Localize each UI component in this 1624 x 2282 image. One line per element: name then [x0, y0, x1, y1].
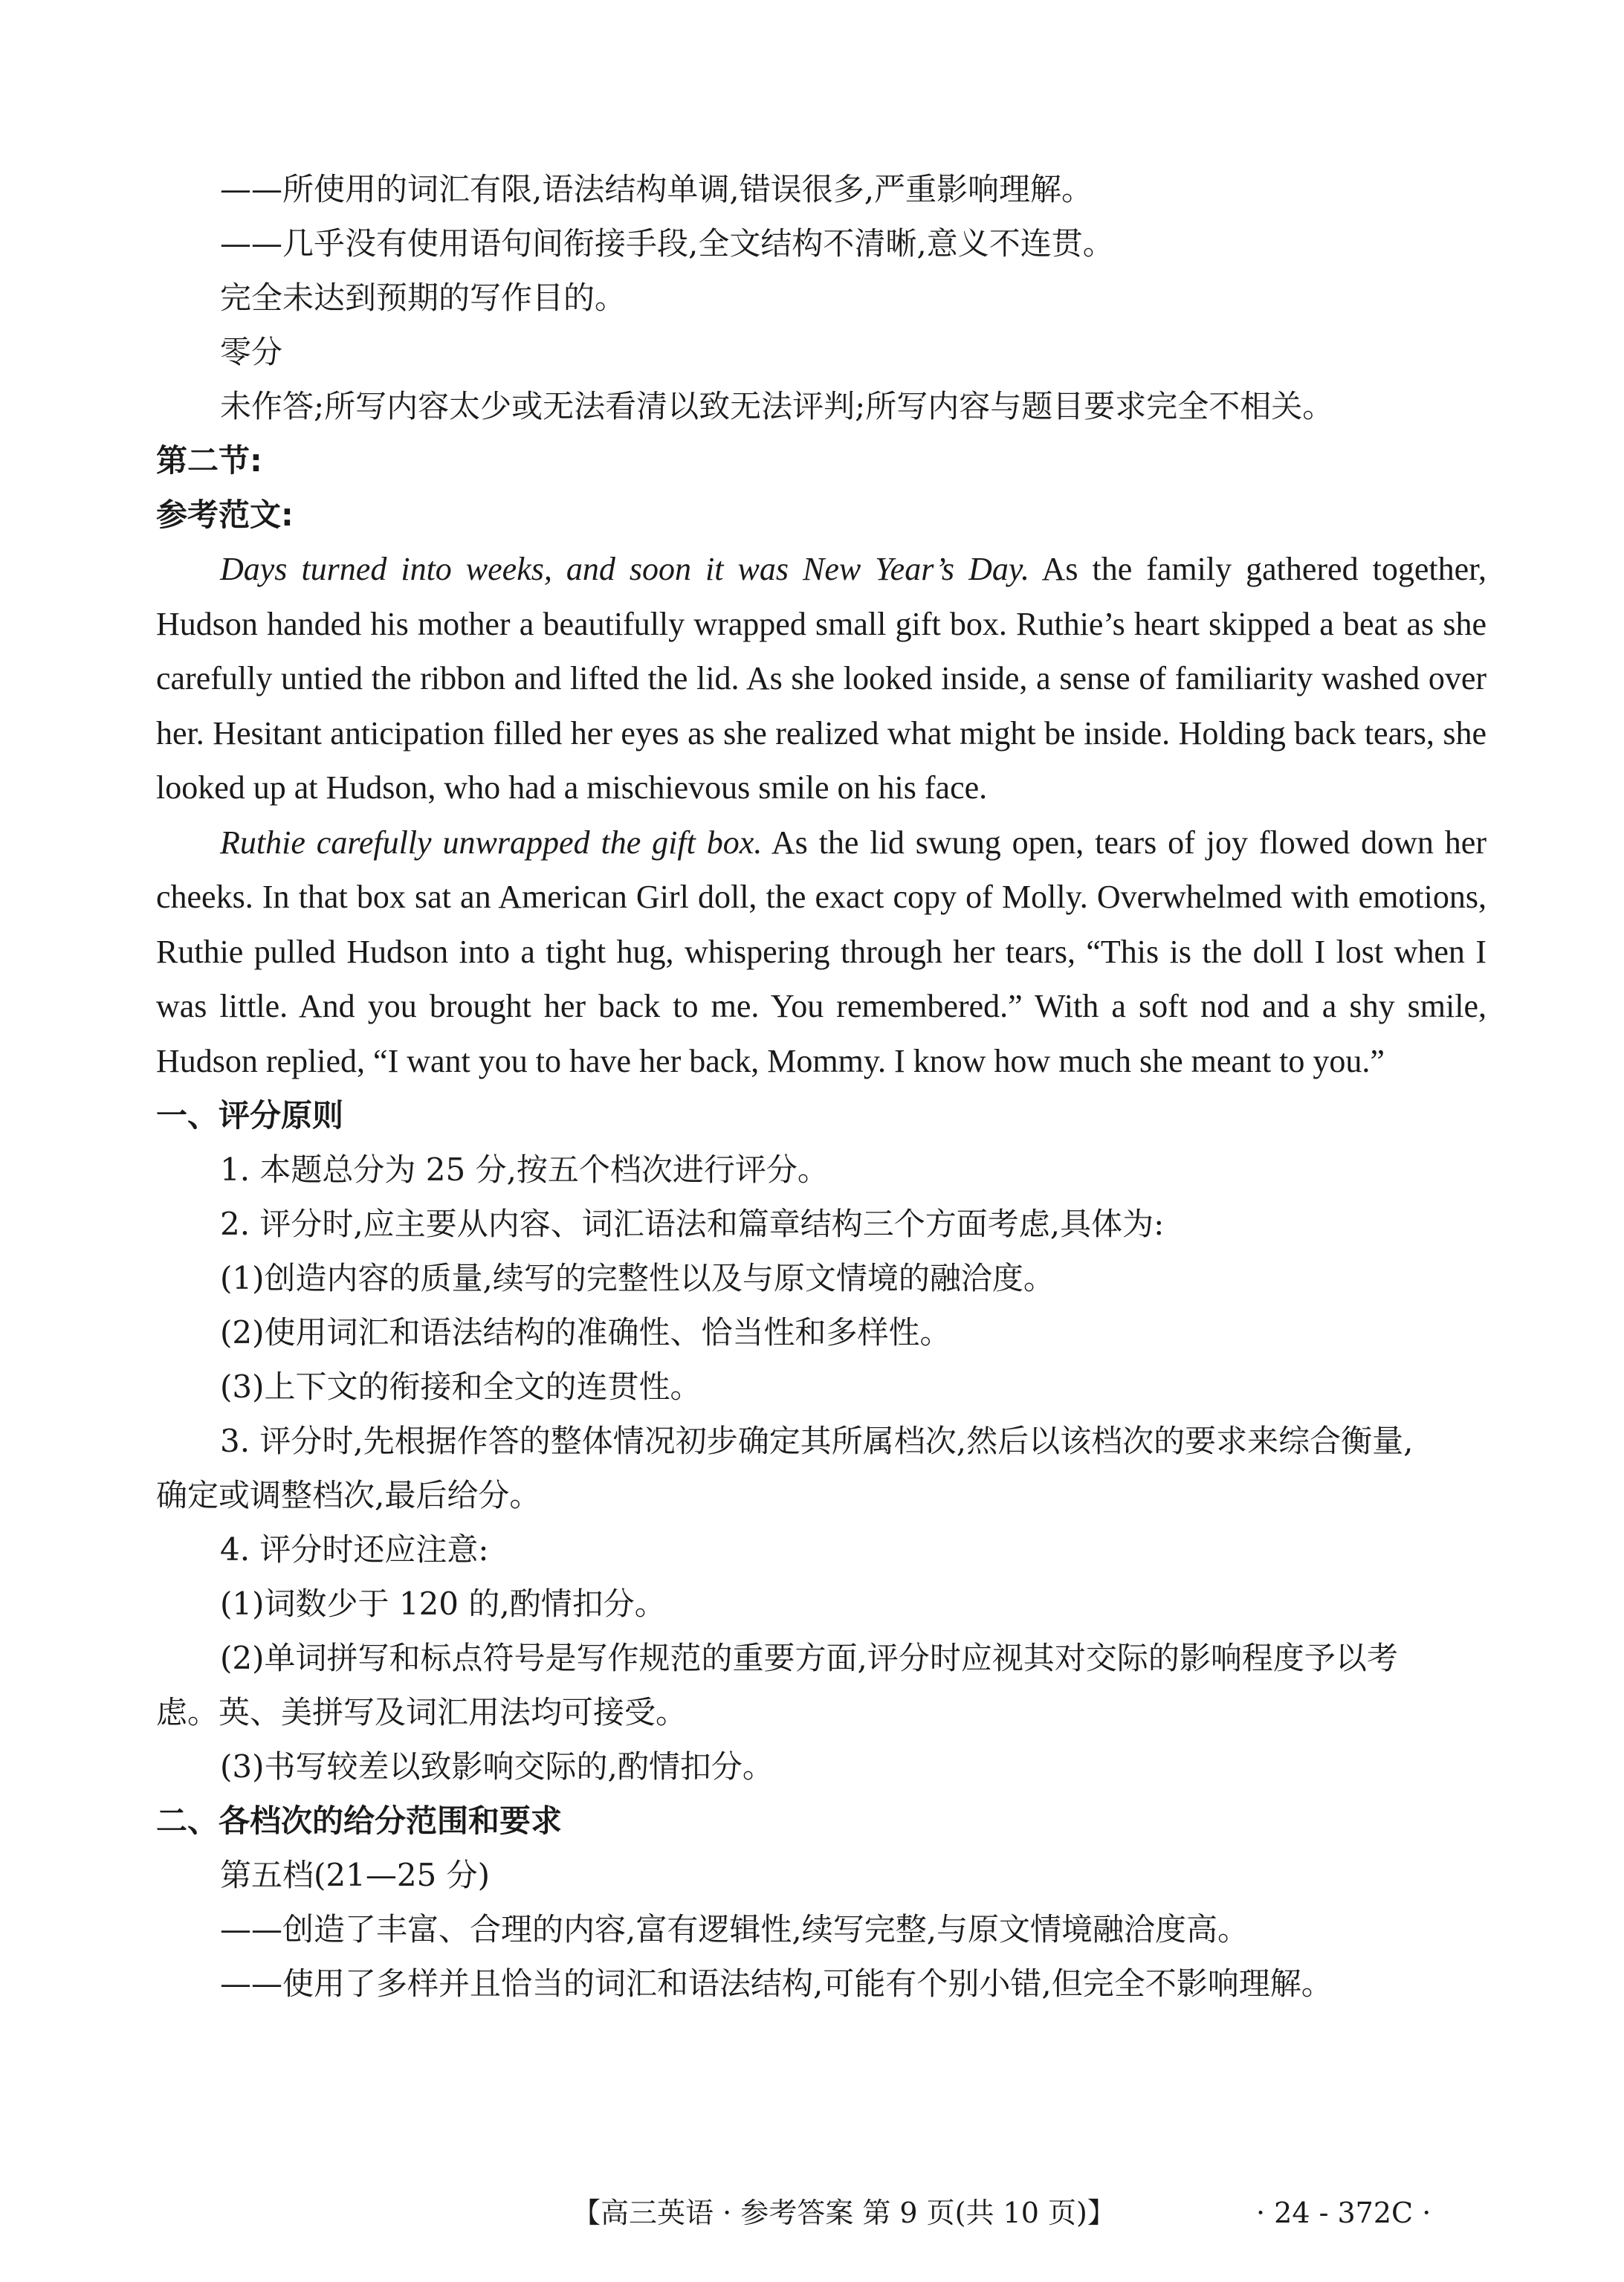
- score-levels-title: 二、各档次的给分范围和要求: [156, 1803, 563, 1839]
- zero-score-title: 零分: [220, 334, 283, 370]
- paragraph-1-opening: Days turned into weeks, and soon it was New Year’s Day.: [220, 551, 1029, 587]
- principle-2-2: (2)使用词汇和语法结构的准确性、恰当性和多样性。: [220, 1314, 951, 1351]
- footer-code: · 24 - 372C ·: [1256, 2197, 1431, 2229]
- principle-1: 1. 本题总分为 25 分,按五个档次进行评分。: [220, 1151, 829, 1188]
- sample-paragraph-2: [156, 815, 1486, 1089]
- principle-4-1: (1)词数少于 120 的,酌情扣分。: [220, 1586, 666, 1622]
- principle-4-2-line-2: 虑。英、美拼写及词汇用法均可接受。: [156, 1694, 688, 1730]
- criteria-line-purpose: 完全未达到预期的写作目的。: [220, 279, 627, 316]
- principle-2: 2. 评分时,应主要从内容、词汇语法和篇章结构三个方面考虑,具体为:: [220, 1206, 1165, 1242]
- level-5-title: 第五档(21—25 分): [220, 1857, 491, 1893]
- level-5-content: ——创造了丰富、合理的内容,富有逻辑性,续写完整,与原文情境融洽度高。: [220, 1911, 1249, 1948]
- sample-essay-title: 参考范文:: [156, 497, 294, 533]
- level-5-language: ——使用了多样并且恰当的词汇和语法结构,可能有个别小错,但完全不影响理解。: [220, 1965, 1333, 2002]
- principle-2-3: (3)上下文的衔接和全文的连贯性。: [220, 1368, 702, 1405]
- principle-3-line-1: 3. 评分时,先根据作答的整体情况初步确定其所属档次,然后以该档次的要求来综合衡量,: [220, 1423, 1414, 1459]
- scoring-principles-title: 一、评分原则: [156, 1097, 344, 1134]
- principle-2-1: (1)创造内容的质量,续写的完整性以及与原文情境的融洽度。: [220, 1260, 1055, 1296]
- footer-page-info: 【高三英语 · 参考答案 第 9 页(共 10 页)】: [572, 2197, 1116, 2229]
- criteria-line-coherence: ——几乎没有使用语句间衔接手段,全文结构不清晰,意义不连贯。: [220, 225, 1114, 262]
- criteria-line-vocabulary: ——所使用的词汇有限,语法结构单调,错误很多,严重影响理解。: [220, 171, 1093, 207]
- page-content: [156, 162, 1486, 2011]
- paragraph-2-body: As the lid swung open, tears of joy flowed down her cheeks. In that box sat an American Girl doll, the exact copy of Molly. Overwhelmed with emotions, Ruthie pulled Hudson into a tight hug, whispering through her tears, “This is the doll I lost when I was little. And you brought her back to me. You remembered.” With a soft nod and a shy smile, Hudson replied, “I want you to have her back, Mommy. I know how much she meant to you.”: [156, 824, 1486, 1079]
- section-two-title: 第二节:: [156, 442, 262, 479]
- principle-4: 4. 评分时还应注意:: [220, 1531, 489, 1568]
- principle-4-3: (3)书写较差以致影响交际的,酌情扣分。: [220, 1748, 774, 1785]
- sample-paragraph-1: [156, 542, 1486, 815]
- principle-3-line-2: 确定或调整档次,最后给分。: [156, 1477, 541, 1513]
- paragraph-2-opening: Ruthie carefully unwrapped the gift box.: [220, 824, 763, 861]
- principle-4-2-line-1: (2)单词拼写和标点符号是写作规范的重要方面,评分时应视其对交际的影响程度予以考: [220, 1640, 1398, 1676]
- zero-score-description: 未作答;所写内容太少或无法看清以致无法评判;所写内容与题目要求完全不相关。: [220, 388, 1334, 424]
- paragraph-1-body: As the family gathered together, Hudson handed his mother a beautifully wrapped small gift box. Ruthie’s heart skipped a beat as she carefully untied the ribbon and lifted the lid. As she looked inside, a sense of familiarity washed over her. Hesitant anticipation filled her eyes as she realized what might be inside. Holding back tears, she looked up at Hudson, who had a mischievous smile on his face.: [156, 551, 1487, 806]
